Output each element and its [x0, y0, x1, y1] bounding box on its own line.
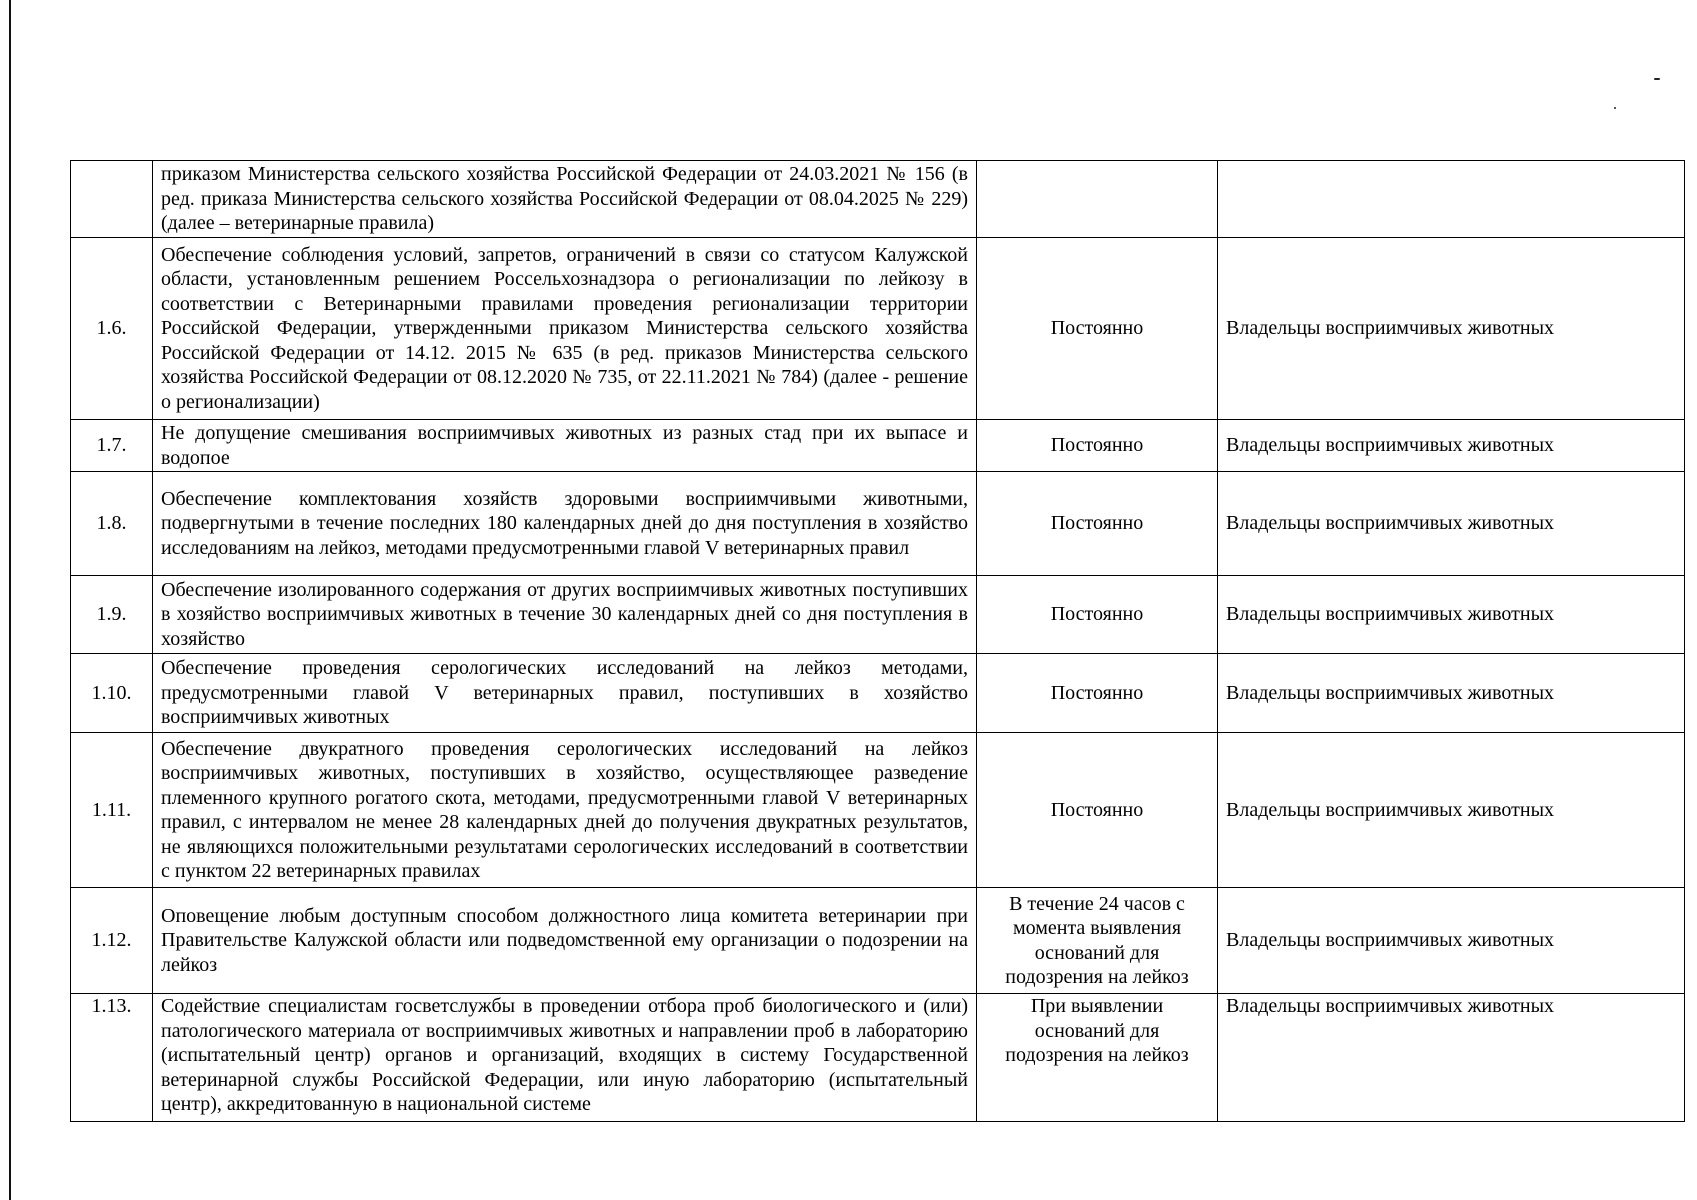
table-row [71, 576, 1685, 654]
measure-description: Обеспечение соблюдения условий, запретов, ограничений в связи со статусом Калужской области, установленным решением Россельхознадзора о регионализации по лейкозу в соответствии с Ветеринарными правилами проведения регионализации территории Российской Федерации, утвержденными приказом Министерства сельского хозяйства Российской Федерации от 14.12. 2015 № 635 (в ред. приказов Министерства сельского хозяйства Российской Федерации от 08.12.2020 № 735, от 22.11.2021 № 784) (далее - решение о регионализации) [153, 238, 977, 420]
responsible-party: Владельцы восприимчивых животных [1218, 576, 1685, 654]
measure-term: Постоянно [977, 238, 1218, 420]
row-number: 1.9. [71, 576, 153, 654]
table-row [71, 420, 1685, 472]
row-number: 1.12. [71, 888, 153, 994]
scan-speck [1654, 78, 1660, 80]
table-row [71, 238, 1685, 420]
measure-term: Постоянно [977, 420, 1218, 472]
measure-term [977, 161, 1218, 238]
row-number: 1.8. [71, 472, 153, 576]
scan-left-edge [9, 0, 11, 1200]
measure-description: Обеспечение комплектования хозяйств здоровыми восприимчивыми животными, подвергнутыми в течение последних 180 календарных дней до дня поступления в хозяйство исследованиям на лейкоз, методами предусмотренными главой V ветеринарных правил [153, 472, 977, 576]
responsible-party: Владельцы восприимчивых животных [1218, 654, 1685, 733]
responsible-party: Владельцы восприимчивых животных [1218, 733, 1685, 888]
row-number: 1.7. [71, 420, 153, 472]
measure-term: В течение 24 часов с момента выявления оснований для подозрения на лейкоз [977, 888, 1218, 994]
measure-description: Обеспечение двукратного проведения серологических исследований на лейкоз восприимчивых животных, поступивших в хозяйство, осуществляющее разведение племенного крупного рогатого скота, методами, предусмотренными главой V ветеринарных правил, с интервалом не менее 28 календарных дней до получения двукратных результатов, не являющихся положительными результатами серологических исследований в соответствии с пунктом 22 ветеринарных правилах [153, 733, 977, 888]
row-number: 1.13. [71, 994, 153, 1122]
responsible-party: Владельцы восприимчивых животных [1218, 472, 1685, 576]
table-row [71, 472, 1685, 576]
responsible-party: Владельцы восприимчивых животных [1218, 994, 1685, 1122]
row-number: 1.10. [71, 654, 153, 733]
table-row [71, 888, 1685, 994]
responsible-party: Владельцы восприимчивых животных [1218, 888, 1685, 994]
measure-term: Постоянно [977, 733, 1218, 888]
responsible-party: Владельцы восприимчивых животных [1218, 238, 1685, 420]
row-number: 1.6. [71, 238, 153, 420]
measures-table [70, 160, 1685, 1122]
measure-description: приказом Министерства сельского хозяйства Российской Федерации от 24.03.2021 № 156 (в ред. приказа Министерства сельского хозяйства Российской Федерации от 08.04.2025 № 229) (далее – ветеринарные правила) [153, 161, 977, 238]
measure-description: Содействие специалистам госветслужбы в проведении отбора проб биологического и (или) патологического материала от восприимчивых животных и направлении проб в лабораторию (испытательный центр) органов и организаций, входящих в систему Государственной ветеринарной службы Российской Федерации, или иную лабораторию (испытательный центр), аккредитованную в национальной системе [153, 994, 977, 1122]
scan-speck [1614, 107, 1616, 109]
measure-description: Обеспечение изолированного содержания от других восприимчивых животных поступивших в хозяйство восприимчивых животных в течение 30 календарных дней со дня поступления в хозяйство [153, 576, 977, 654]
measure-description: Обеспечение проведения серологических исследований на лейкоз методами, предусмотренными главой V ветеринарных правил, поступивших в хозяйство восприимчивых животных [153, 654, 977, 733]
table-row [71, 654, 1685, 733]
measure-description: Не допущение смешивания восприимчивых животных из разных стад при их выпасе и водопое [153, 420, 977, 472]
table-row [71, 733, 1685, 888]
responsible-party [1218, 161, 1685, 238]
row-number [71, 161, 153, 238]
measure-term: При выявлении оснований для подозрения на лейкоз [977, 994, 1218, 1122]
table-row [71, 994, 1685, 1122]
measure-term: Постоянно [977, 654, 1218, 733]
measure-description: Оповещение любым доступным способом должностного лица комитета ветеринарии при Правительстве Калужской области или подведомственной ему организации о подозрении на лейкоз [153, 888, 977, 994]
measure-term: Постоянно [977, 576, 1218, 654]
row-number: 1.11. [71, 733, 153, 888]
measure-term: Постоянно [977, 472, 1218, 576]
table-row [71, 161, 1685, 238]
responsible-party: Владельцы восприимчивых животных [1218, 420, 1685, 472]
